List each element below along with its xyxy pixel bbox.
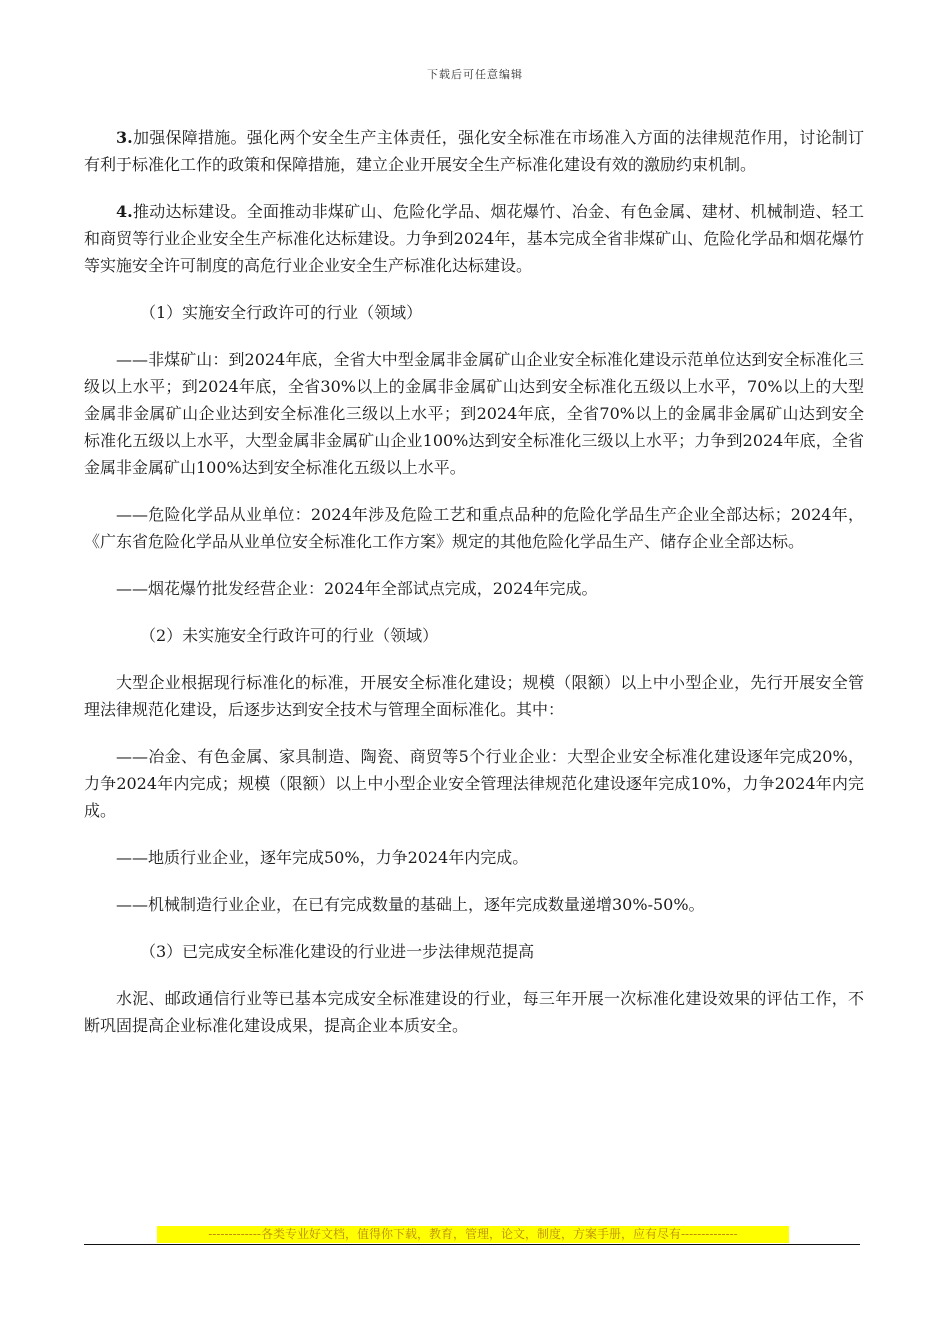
- subsection-heading-3: （3）已完成安全标准化建设的行业进一步法律规范提高: [140, 942, 535, 961]
- paragraph-geology: ——地质行业企业，逐年完成50%，力争2024年内完成。: [116, 848, 529, 867]
- section-text: 加强保障措施。强化两个安全生产主体责任，强化安全标准在市场准入方面的法律规范作用，讨论制订有利于标准化工作的政策和保障措施，建立企业开展安全生产标准化建设有效的激励约束机制。: [84, 128, 864, 174]
- subsection-heading-2: （2）未实施安全行政许可的行业（领域）: [140, 626, 439, 645]
- paragraph-hazardous-chemicals: ——危险化学品从业单位：2024年涉及危险工艺和重点品种的危险化学品生产企业全部达标；2024年，《广东省危险化学品从业单位安全标准化工作方案》规定的其他危险化学品生产、储存企业全部达标。: [84, 505, 864, 551]
- page-header-note: 下载后可任意编辑: [427, 68, 523, 81]
- section-text: 推动达标建设。全面推动非煤矿山、危险化学品、烟花爆竹、冶金、有色金属、建材、机械制造、轻工和商贸等行业企业安全生产标准化达标建设。力争到2024年，基本完成全省非煤矿山、危险化学品和烟花爆竹等实施安全许可制度的高危行业企业安全生产标准化达标建设。: [84, 202, 864, 275]
- paragraph-metallurgy: ——冶金、有色金属、家具制造、陶瓷、商贸等5个行业企业：大型企业安全标准化建设逐年完成20%，力争2024年内完成；规模（限额）以上中小型企业安全管理法律规范化建设逐年完成10%，力争2024年内完成。: [84, 747, 864, 820]
- paragraph-non-coal-mines: ——非煤矿山：到2024年底，全省大中型金属非金属矿山企业安全标准化建设示范单位达到安全标准化三级以上水平；到2024年底，全省30%以上的金属非金属矿山达到安全标准化五级以上水平，70%以上的大型金属非金属矿山企业达到安全标准化三级以上水平；到2024年底，全省70%以上的金属非金属矿山达到安全标准化五级以上水平，大型金属非金属矿山企业100%达到安全标准化三级以上水平；力争到2024年底，全省金属非金属矿山100%达到安全标准化五级以上水平。: [84, 350, 864, 477]
- section-3-paragraph: [84, 124, 864, 178]
- section-number: 4.: [116, 202, 133, 221]
- paragraph-large-enterprises: 大型企业根据现行标准化的标准，开展安全标准化建设；规模（限额）以上中小型企业，先行开展安全管理法律规范化建设，后逐步达到安全技术与管理全面标准化。其中：: [84, 673, 864, 719]
- section-number: 3.: [116, 128, 133, 147]
- section-4-paragraph: [84, 198, 864, 279]
- paragraph-cement-postal: 水泥、邮政通信行业等已基本完成安全标准建设的行业，每三年开展一次标准化建设效果的评估工作，不断巩固提高企业标准化建设成果，提高企业本质安全。: [84, 989, 864, 1035]
- footer-banner: -------------各类专业好文档，值得你下载，教育，管理，论文，制度，方案手册，应有尽有--------------: [157, 1226, 789, 1243]
- paragraph-machinery: ——机械制造行业企业，在已有完成数量的基础上，逐年完成数量递增30%-50%。: [116, 895, 705, 914]
- document-body: [84, 124, 864, 1059]
- paragraph-fireworks: ——烟花爆竹批发经营企业：2024年全部试点完成，2024年完成。: [116, 579, 598, 598]
- subsection-heading-1: （1）实施安全行政许可的行业（领域）: [140, 303, 423, 322]
- footer-divider: [84, 1244, 860, 1245]
